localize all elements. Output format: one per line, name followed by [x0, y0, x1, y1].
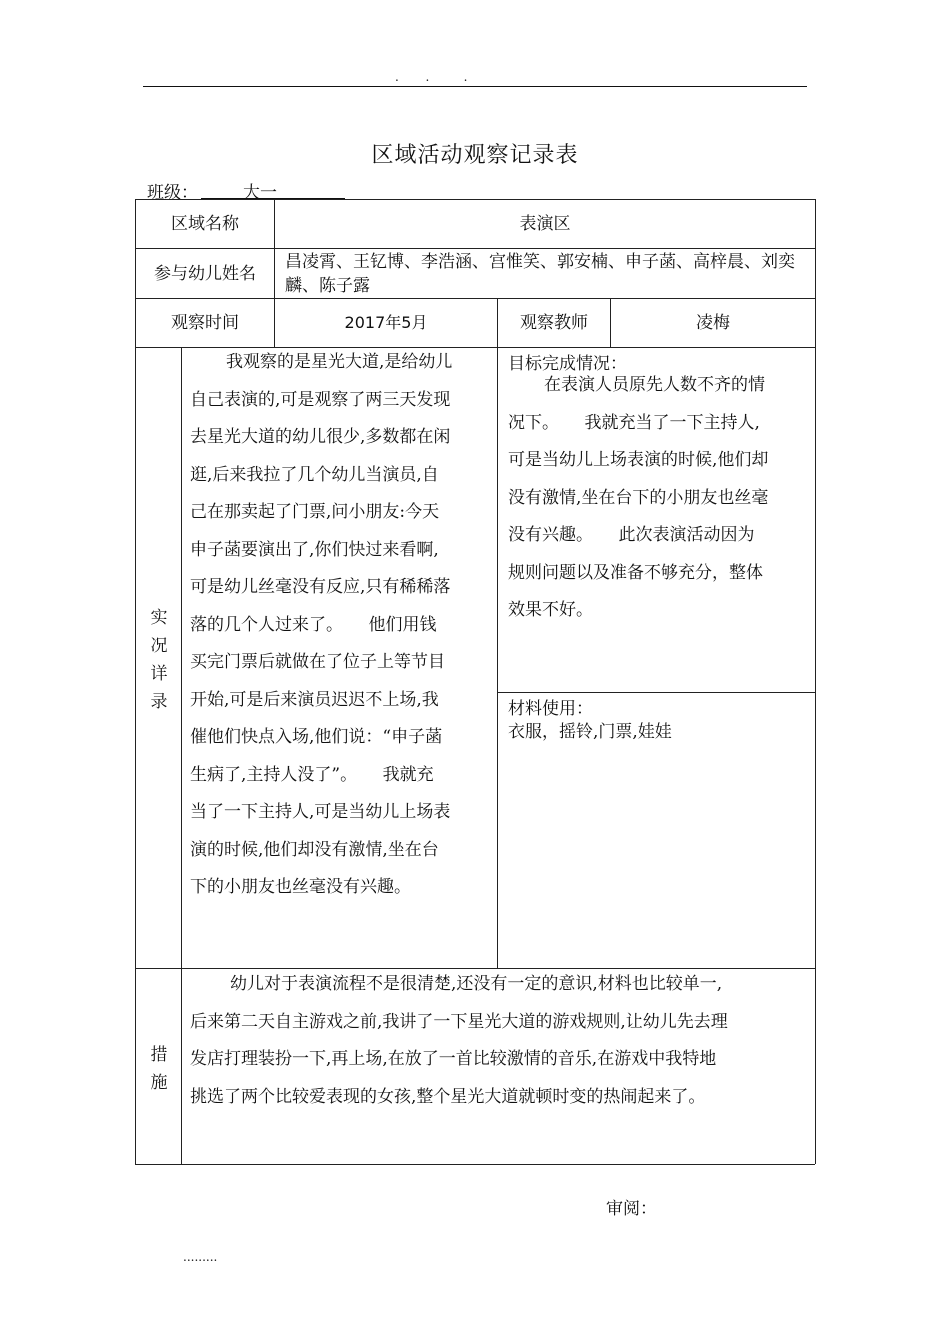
class-value: 大一	[243, 183, 277, 203]
goal-line: 没有激情,坐在台下的小朋友也丝毫	[508, 487, 769, 508]
children-label: 参与幼儿姓名	[154, 264, 256, 284]
goal-line: 效果不好。	[508, 600, 593, 620]
col-divider	[181, 347, 182, 1164]
measures-line: 发店打理装扮一下,再上场,在放了一首比较激情的音乐,在游戏中我特地	[190, 1049, 717, 1069]
record-label	[147, 604, 171, 716]
measures-label-char: 措	[150, 1045, 168, 1065]
detail-line: 己在那卖起了门票,问小朋友:今天	[190, 502, 440, 522]
record-detail	[190, 344, 495, 907]
col-divider	[497, 298, 498, 968]
footer-dots: .........	[183, 1250, 218, 1264]
detail-line: 开始,可是后来演员迟迟不上场,我	[190, 689, 439, 710]
area-value: 表演区	[519, 214, 571, 234]
goal-line: 况下。 我就充当了一下主持人,	[508, 412, 760, 433]
table-border-right	[815, 199, 816, 1164]
teacher-label: 观察教师	[520, 313, 588, 333]
row-divider	[135, 248, 815, 249]
detail-line: 催他们快点入场,他们说：“申子菡	[190, 727, 443, 747]
page-title: 区域活动观察记录表	[371, 143, 579, 168]
area-label: 区域名称	[171, 214, 239, 234]
time-value: 2017年5月	[344, 313, 428, 332]
row-divider	[135, 298, 815, 299]
goal-title: 目标完成情况：	[508, 354, 627, 374]
header-dots: . . .	[395, 70, 468, 84]
goal-line: 规则问题以及准备不够充分，整体	[508, 562, 763, 583]
cell-divider	[497, 692, 815, 693]
class-value-field	[201, 178, 345, 203]
table-border-left	[135, 199, 136, 1164]
material-value: 衣服，摇铃,门票,娃娃	[508, 722, 672, 742]
measures-label	[147, 1041, 171, 1097]
record-label-char: 况	[150, 636, 168, 656]
children-value: 昌凌霄、王钇博、李浩涵、宫惟笑、郭安楠、申子菡、高梓晨、刘奕麟、陈子露	[285, 252, 795, 296]
goal-line: 可是当幼儿上场表演的时候,他们却	[508, 450, 769, 470]
record-label-char: 录	[150, 692, 168, 712]
detail-line: 演的时候,他们却没有激情,坐在台	[190, 839, 439, 860]
detail-line: 逛,后来我拉了几个幼儿当演员,自	[190, 464, 439, 485]
detail-line: 申子菡要演出了,你们快过来看啊,	[190, 539, 439, 560]
detail-line: 落的几个人过来了。 他们用钱	[190, 614, 437, 635]
measures-line: 幼儿对于表演流程不是很清楚,还没有一定的意识,材料也比较单一,	[230, 974, 723, 994]
material-title: 材料使用：	[508, 699, 593, 719]
teacher-value: 凌梅	[696, 313, 730, 333]
detail-line: 可是幼儿丝毫没有反应,只有稀稀落	[190, 577, 451, 597]
detail-line: 生病了,主持人没了”。 我就充	[190, 764, 434, 785]
goal-detail	[508, 367, 813, 630]
measures-detail	[190, 966, 812, 1116]
time-label: 观察时间	[171, 313, 239, 333]
table-border-top	[135, 199, 815, 200]
header-rule	[143, 86, 807, 87]
detail-line: 当了一下主持人,可是当幼儿上场表	[190, 802, 451, 822]
detail-line: 去星光大道的幼儿很少,多数都在闲	[190, 427, 451, 447]
detail-line: 自己表演的,可是观察了两三天发现	[190, 389, 451, 410]
goal-line: 在表演人员原先人数不齐的情	[544, 375, 765, 395]
review-label: 审阅：	[606, 1199, 657, 1219]
detail-line: 下的小朋友也丝毫没有兴趣。	[190, 877, 411, 897]
detail-line: 买完门票后就做在了位子上等节目	[190, 652, 445, 672]
detail-line: 我观察的是星光大道,是给幼儿	[226, 352, 453, 372]
record-label-char: 详	[150, 664, 168, 684]
goal-line: 没有兴趣。 此次表演活动因为	[508, 525, 755, 545]
measures-line: 挑选了两个比较爱表现的女孩,整个星光大道就顿时变的热闹起来了。	[190, 1086, 706, 1107]
table-border-bottom	[135, 1164, 815, 1165]
record-label-char: 实	[150, 608, 168, 628]
class-label: 班级：	[147, 183, 198, 203]
measures-line: 后来第二天自主游戏之前,我讲了一下星光大道的游戏规则,让幼儿先去理	[190, 1011, 728, 1032]
measures-label-char: 施	[150, 1073, 168, 1093]
